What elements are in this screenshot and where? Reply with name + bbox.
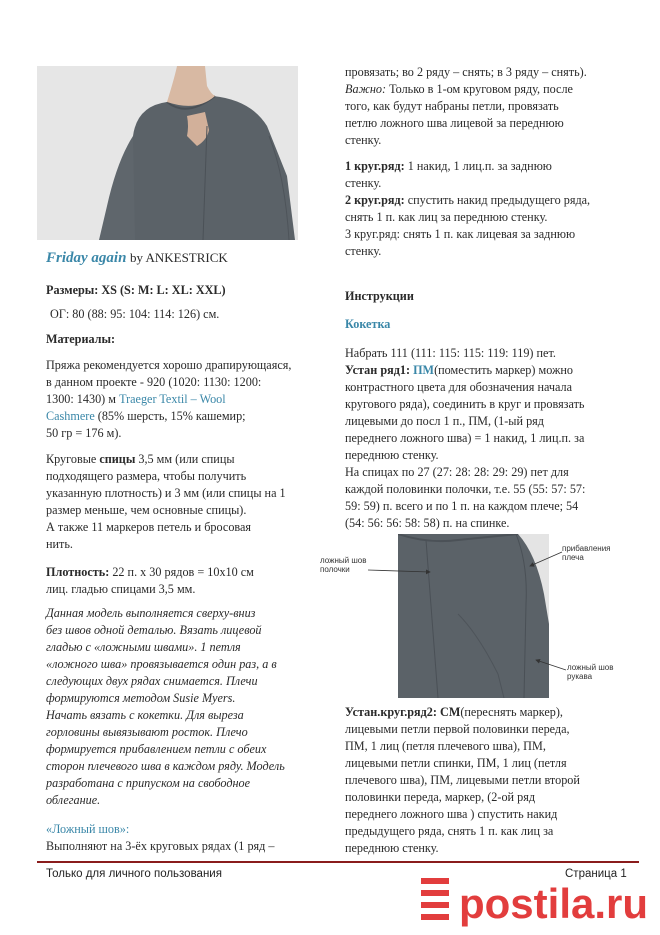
text-line: контрастного цвета для обозначения начала xyxy=(345,380,573,394)
text-line: стенку. xyxy=(345,176,382,190)
text-line: переднюю стенку. xyxy=(345,841,439,855)
postila-logo xyxy=(415,872,655,930)
sizes: Размеры: XS (S: M: L: XL: XXL) xyxy=(46,283,226,297)
text-line: лицевыми до посл 1 п., ПМ, (1-ый ряд xyxy=(345,414,544,428)
annotation-shoulder-increase: прибавления плеча xyxy=(562,544,611,562)
materials-heading: Материалы: xyxy=(46,332,116,346)
text-line: «ложного шва» провязывается один раз, а в xyxy=(46,657,277,671)
text-line: стенку. xyxy=(345,133,382,147)
yarn-brand-link[interactable]: Traeger Textil – Wool xyxy=(119,392,226,406)
text-line: разработана с припуском на свободное xyxy=(46,776,251,790)
pattern-author: by ANKESTRICK xyxy=(129,250,228,265)
yarn-paragraph xyxy=(46,357,291,442)
pattern-title-script: Friday again xyxy=(46,250,127,266)
gauge-paragraph xyxy=(46,564,254,598)
round1-label: 1 круг.ряд: xyxy=(345,159,405,173)
bust-circumference: ОГ: 80 (88: 95: 104: 114: 126) см. xyxy=(50,307,220,321)
false-seam-heading: «Ложный шов»: xyxy=(46,822,130,836)
text-line: того, как будут набраны петли, провязать xyxy=(345,99,559,113)
text-line: Набрать 111 (111: 115: 115: 119: 119) пет. xyxy=(345,346,556,360)
text-line: следующих двух рядах снимается. Плечи xyxy=(46,674,258,688)
text-line: (85% шерсть, 15% кашемир; xyxy=(94,409,246,423)
text-line: спустить накид предыдущего ряда, xyxy=(404,193,591,207)
text-line: переднего ложного шва) = 1 накид, 1 лиц.п. за xyxy=(345,431,585,445)
text-line: 1300: 1430) м xyxy=(46,392,120,406)
text-line: предыдущего ряда, снять 1 п. как лиц за xyxy=(345,824,554,838)
text-line: формируется прибавлением петли с обеих xyxy=(46,742,267,756)
text-line: гладью с «ложными швами». 1 петля xyxy=(46,640,241,654)
text-line: подходящего размера, чтобы получить xyxy=(46,469,247,483)
sm-term: СМ xyxy=(440,705,461,719)
text-line: 59: 59) п. всего и по 1 п. на каждом плече; 54 xyxy=(345,499,579,513)
text-line: стенку. xyxy=(345,244,382,258)
text-line: размер меньше, чем основные спицы). xyxy=(46,503,247,517)
text-line: плечевого шва), ПМ, лицевыми петли второй xyxy=(345,773,580,787)
gauge-label: Плотность: xyxy=(46,565,110,579)
text-line: указанную плотность) и 3 мм (или спицы на 1 xyxy=(46,486,286,500)
page-number: Страница 1 xyxy=(565,868,627,880)
text-line: сторон плечевого шва в каждом ряду. Модель xyxy=(46,759,285,773)
text-line: лицевыми петли спинки, ПМ, 1 лиц (петля xyxy=(345,756,567,770)
important-label: Важно: xyxy=(345,82,387,96)
text-line: провязать; во 2 ряду – снять; в 3 ряду – снять). xyxy=(345,65,587,79)
footer-personal-use: Только для личного пользования xyxy=(46,868,222,880)
text-line: лиц. гладью спицами 3,5 мм. xyxy=(46,582,196,596)
text-line: каждой половинки полочки, т.е. 55 (55: 57: 57: xyxy=(345,482,586,496)
setup-row1-label: Устан ряд1: xyxy=(345,363,414,377)
setup-row2-label: Устан.круг.ряд2: xyxy=(345,705,441,719)
text-line: А также 11 маркеров петель и бросовая xyxy=(46,520,252,534)
text-line: 3 круг.ряд: снять 1 п. как лицевая за заднюю xyxy=(345,227,576,241)
text-line: 3,5 мм (или спицы xyxy=(135,452,235,466)
needles-paragraph xyxy=(46,451,286,553)
round2-label: 2 круг.ряд: xyxy=(345,193,405,207)
pattern-title xyxy=(46,250,228,267)
text-line: 22 п. х 30 рядов = 10х10 см xyxy=(109,565,254,579)
description-paragraph xyxy=(46,605,285,809)
text-line: На спицах по 27 (27: 28: 28: 29: 29) пет для xyxy=(345,465,569,479)
svg-text:postila.ru: postila.ru xyxy=(459,880,649,927)
pm-term: ПМ xyxy=(413,363,435,377)
text-line: 50 гр = 176 м). xyxy=(46,426,122,440)
text-line: (поместить маркер) можно xyxy=(434,363,574,377)
text-line: Круговые xyxy=(46,452,100,466)
text-line: без швов одной деталью. Вязать лицевой xyxy=(46,623,262,637)
false-seam-line: Выполняют на 3-ёх круговых рядах (1 ряд – xyxy=(46,839,275,853)
text-line: лицевыми петли первой половинки переда, xyxy=(345,722,570,736)
sweater-photo xyxy=(37,66,298,240)
text-line: (54: 56: 56: 58: 58) п. на спинке. xyxy=(345,516,510,530)
text-line: половинки переда, маркер, (2-ой ряд xyxy=(345,790,536,804)
false-seam-continuation xyxy=(345,64,587,149)
yoke-heading: Кокетка xyxy=(345,317,391,331)
setup-row-2 xyxy=(345,704,580,857)
text-line: формируются методом Susie Myers. xyxy=(46,691,236,705)
text-line: петлю ложного шва лицевой за переднюю xyxy=(345,116,564,130)
false-seam-rounds xyxy=(345,158,590,260)
text-line: облегание. xyxy=(46,793,101,807)
annotated-sweater-photo xyxy=(398,534,549,698)
text-line: Только в 1-ом круговом ряду, после xyxy=(386,82,573,96)
text-line: ПМ, 1 лиц (петля плечевого шва), ПМ, xyxy=(345,739,546,753)
instructions-heading: Инструкции xyxy=(345,289,414,303)
text-line: 1 накид, 1 лиц.п. за заднюю xyxy=(404,159,552,173)
setup-row-1 xyxy=(345,345,585,532)
annotation-front-seam: ложный шов полочки xyxy=(320,556,367,574)
text-line: нить. xyxy=(46,537,73,551)
text-line: переднюю стенку. xyxy=(345,448,439,462)
text-line: переднего ложного шва ) спустить накид xyxy=(345,807,558,821)
text-line: горловины вывязывают росток. Плечо xyxy=(46,725,248,739)
text-line: снять 1 п. как лиц за переднюю стенку. xyxy=(345,210,548,224)
text-line: в данном проекте - 920 (1020: 1130: 1200: xyxy=(46,375,262,389)
annotation-sleeve-seam: ложный шов рукава xyxy=(567,663,614,681)
text-line: кругового ряда), соединить в круг и провязать xyxy=(345,397,585,411)
text-line: Начать вязать с кокетки. Для выреза xyxy=(46,708,244,722)
text-line: Данная модель выполняется сверху-вниз xyxy=(46,606,256,620)
postila-logo-mark-icon xyxy=(421,878,449,920)
yarn-name-link[interactable]: Cashmere xyxy=(46,409,95,423)
needles-label: спицы xyxy=(99,452,136,466)
text-line: Пряжа рекомендуется хорошо драпирующаяся, xyxy=(46,358,292,372)
footer-rule xyxy=(37,861,639,863)
text-line: (переснять маркер), xyxy=(460,705,563,719)
